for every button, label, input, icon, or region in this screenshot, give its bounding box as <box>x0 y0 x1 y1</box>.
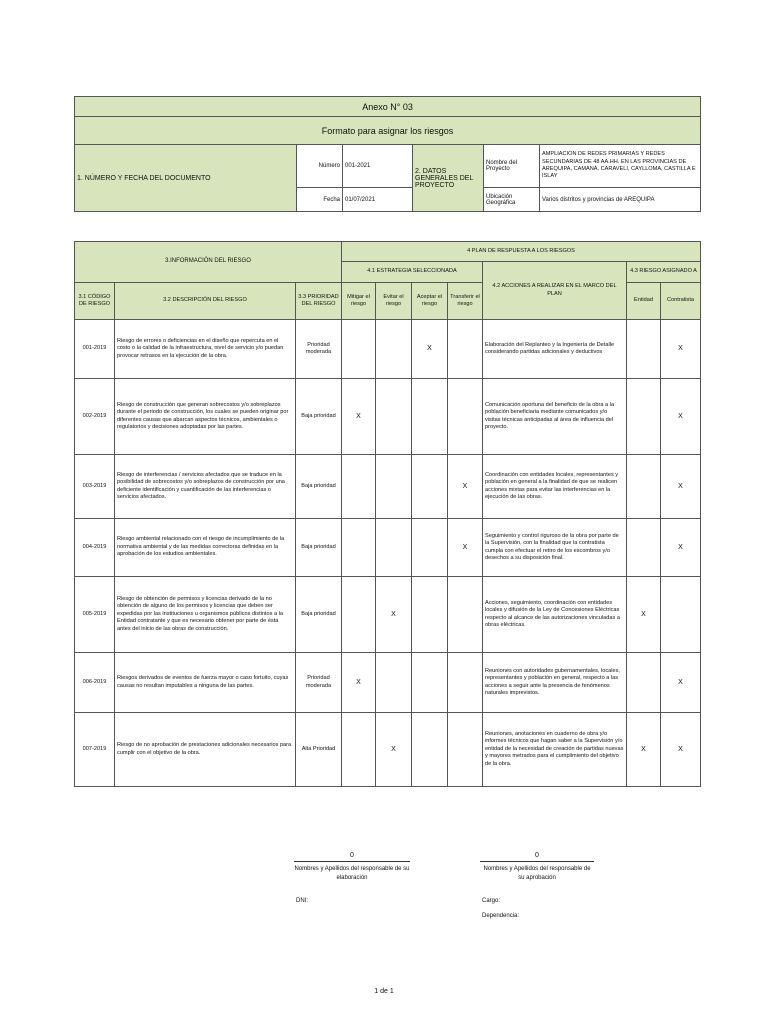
dependencia-label: Dependencia: <box>482 913 520 919</box>
risk-code: 006-2019 <box>75 653 115 713</box>
entity-mark <box>627 519 661 577</box>
contractor-mark: X <box>661 455 701 519</box>
avoid-mark <box>376 320 412 379</box>
risk-info-header: 3.INFORMACIÓN DEL RIESGO <box>75 242 342 283</box>
table-row <box>75 455 701 519</box>
risk-description: Riesgo de errores o deficiencias en el diseño que repercuta en el costo o la calidad de la infraestructura, nivel de servicio y/o puedan provocar retrasos en la ejecución de la obra. <box>115 320 296 379</box>
entity-mark: X <box>627 577 661 653</box>
number-value: 001-2021 <box>343 145 413 188</box>
accept-mark <box>412 519 448 577</box>
risk-table <box>74 241 701 787</box>
risk-code: 003-2019 <box>75 455 115 519</box>
risk-priority: Prioridad moderada <box>296 653 342 713</box>
accept-mark: X <box>412 320 448 379</box>
transfer-mark: X <box>448 519 483 577</box>
signature-caption: Nombres y Apellidos del responsable de su aprobación <box>483 866 591 881</box>
avoid-mark: X <box>376 577 412 653</box>
actions-header: 4.2 ACCIONES A REALIZAR EN EL MARCO DEL PLAN <box>483 262 627 320</box>
project-name-label: Nombre del Proyecto <box>484 145 540 188</box>
risk-description: Riesgo de construcción que generan sobrecostos y/o sobreplazos durante el periodo de construcción, los cuales se pueden originar por diferentes causas que abarcan aspectos técnicos, ambientales o regulatorios y decisiones adoptadas por las partes. <box>115 379 296 455</box>
avoid-header: Evitar el riesgo <box>376 283 412 320</box>
mitigate-mark <box>342 713 376 787</box>
risk-priority: Baja prioridad <box>296 379 342 455</box>
mitigate-mark: X <box>342 379 376 455</box>
location-label: Ubicación Geográfica <box>484 188 540 212</box>
priority-header: 3.3 PRIORIDAD DEL RIESGO <box>296 283 342 320</box>
header-table <box>74 96 701 212</box>
mitigate-header: Mitigar el riesgo <box>342 283 376 320</box>
format-title: Formato para asignar los riesgos <box>75 117 701 145</box>
accept-mark <box>412 653 448 713</box>
cargo-label: Cargo: <box>482 898 501 904</box>
risk-code: 004-2019 <box>75 519 115 577</box>
risk-actions: Acciones, seguimiento, coordinación con entidades locales y difusión de la Ley de Concesiones Eléctricas respecto al alcance de las autorizaciones vinculadas a obras eléctricas. <box>483 577 627 653</box>
accept-mark <box>412 713 448 787</box>
signature-approval <box>480 852 594 883</box>
contractor-mark: X <box>661 713 701 787</box>
signature-elaboration <box>294 852 410 883</box>
risk-code: 007-2019 <box>75 713 115 787</box>
risk-priority: Alta Prioridad <box>296 713 342 787</box>
mitigate-mark <box>342 519 376 577</box>
risk-actions: Comunicación oportuna del beneficio de la obra a la población beneficiaria mediante comunicados y/o visitas técnicas anticipadas al área de influencia del proyecto. <box>483 379 627 455</box>
risk-priority: Baja prioridad <box>296 577 342 653</box>
mitigate-mark <box>342 455 376 519</box>
risk-description: Riesgos derivados de eventos de fuerza mayor o caso fortuito, cuyas causas no resultan imputables a ninguna de las partes. <box>115 653 296 713</box>
table-row <box>75 320 701 379</box>
entity-header: Entidad <box>627 283 661 320</box>
accept-mark <box>412 379 448 455</box>
dni-label: DNI: <box>296 898 308 904</box>
mitigate-mark <box>342 577 376 653</box>
accept-header: Aceptar el riesgo <box>412 283 448 320</box>
risk-priority: Prioridad moderada <box>296 320 342 379</box>
risk-actions: Coordinación con entidades locales, representantes y población en general a la finalidad de que se realicen acciones mixtas para evitar las interferencias en la ejecución de las obras. <box>483 455 627 519</box>
doc-section-label: 1. NÚMERO Y FECHA DEL DOCUMENTO <box>75 145 297 212</box>
annex-title: Anexo N° 03 <box>75 97 701 117</box>
avoid-mark <box>376 379 412 455</box>
contractor-mark: X <box>661 379 701 455</box>
project-section-label: 2. DATOS GENERALES DEL PROYECTO <box>413 145 484 212</box>
risk-actions: Seguimiento y control riguroso de la obra por parte de la Supervisión, con la finalidad que la contratista cumpla con efectuar el retiro de los escombros y/o desechos a su disposición final. <box>483 519 627 577</box>
risk-code: 001-2019 <box>75 320 115 379</box>
contractor-mark: X <box>661 320 701 379</box>
signature-caption: Nombres y Apellidos del responsable de su elaboración <box>294 866 410 881</box>
transfer-mark <box>448 653 483 713</box>
entity-mark: X <box>627 713 661 787</box>
response-plan-header: 4 PLAN DE RESPUESTA A LOS RIESGOS <box>342 242 701 262</box>
date-value: 01/07/2021 <box>343 188 413 212</box>
risk-code: 005-2019 <box>75 577 115 653</box>
transfer-mark <box>448 713 483 787</box>
entity-mark <box>627 653 661 713</box>
page-number: 1 de 1 <box>374 988 394 995</box>
risk-priority: Baja prioridad <box>296 519 342 577</box>
risk-code: 002-2019 <box>75 379 115 455</box>
mitigate-mark: X <box>342 653 376 713</box>
transfer-header: Transferir el riesgo <box>448 283 483 320</box>
transfer-mark <box>448 320 483 379</box>
entity-mark <box>627 320 661 379</box>
avoid-mark: X <box>376 713 412 787</box>
table-row <box>75 519 701 577</box>
accept-mark <box>412 455 448 519</box>
risk-actions: Reuniones con autoridades gubernamentales, locales, representantes y población en general, respecto a las acciones a seguir ante la presencia de fenómenos naturales imprevistos. <box>483 653 627 713</box>
signature-name-value: 0 <box>350 852 354 859</box>
risk-actions: Reuniones, anotaciones en cuaderno de obra y/o informes técnicos que hagan saber a la Supervisión y/o entidad de la necesidad de creación de partidas nuevas y mayores metrados para el cumplimiento del objetivo de la obra. <box>483 713 627 787</box>
risk-description: Riesgo de no aprobación de prestaciones adicionales necesarios para cumplir con el objetivo de la obra. <box>115 713 296 787</box>
contractor-mark: X <box>661 653 701 713</box>
risk-description: Riesgo de obtención de permisos y licencias derivado de la no obtención de alguno de los permisos y licencias que deben ser expedidas por las instituciones u organismos públicos distintos a la Entidad contratante y que es necesario obtener por parte de ésta antes del inicio de las obras de construcción. <box>115 577 296 653</box>
risk-actions: Elaboración del Replanteo y la Ingeniería de Detalle considerando partidas adicionales y deductivos <box>483 320 627 379</box>
table-row <box>75 577 701 653</box>
contractor-header: Contratista <box>661 283 701 320</box>
table-row <box>75 653 701 713</box>
code-header: 3.1 CÓDIGO DE RIESGO <box>75 283 115 320</box>
risk-description: Riesgo ambiental relacionado con el riesgo de incumplimiento de la normativa ambiental y de las medidas correctoras definidas en la aprobación de los estudios ambientales. <box>115 519 296 577</box>
description-header: 3.2 DESCRIPCIÓN DEL RIESGO <box>115 283 296 320</box>
entity-mark <box>627 455 661 519</box>
contractor-mark <box>661 577 701 653</box>
risk-priority: Baja prioridad <box>296 455 342 519</box>
risk-description: Riesgo de interferencias / servicios afectados que se traduce en la posibilidad de sobrecostos y/o sobreplazos de construcción por una deficiente identificación y cuantificación de las interferencias o servicios afectados. <box>115 455 296 519</box>
avoid-mark <box>376 455 412 519</box>
date-label: Fecha <box>297 188 343 212</box>
table-row <box>75 379 701 455</box>
table-row <box>75 713 701 787</box>
entity-mark <box>627 379 661 455</box>
transfer-mark <box>448 577 483 653</box>
transfer-mark: X <box>448 455 483 519</box>
contractor-mark: X <box>661 519 701 577</box>
number-label: Número <box>297 145 343 188</box>
transfer-mark <box>448 379 483 455</box>
avoid-mark <box>376 653 412 713</box>
assigned-header: 4.3 RIESGO ASIGNADO A <box>627 262 701 283</box>
mitigate-mark <box>342 320 376 379</box>
location-value: Varios distritos y provincias de AREQUIPA <box>540 188 701 212</box>
signature-name-value: 0 <box>535 852 539 859</box>
strategy-header: 4.1 ESTRATEGIA SELECCIONADA <box>342 262 483 283</box>
project-name-value: AMPLIACION DE REDES PRIMARIAS Y REDES SECUNDARIAS DE 48 AA.HH. EN LAS PROVINCIAS DE AREQUIPA, CAMANÁ, CARAVELI, CAYLLOMA, CASTILLA E ISLAY <box>540 145 701 188</box>
avoid-mark <box>376 519 412 577</box>
accept-mark <box>412 577 448 653</box>
